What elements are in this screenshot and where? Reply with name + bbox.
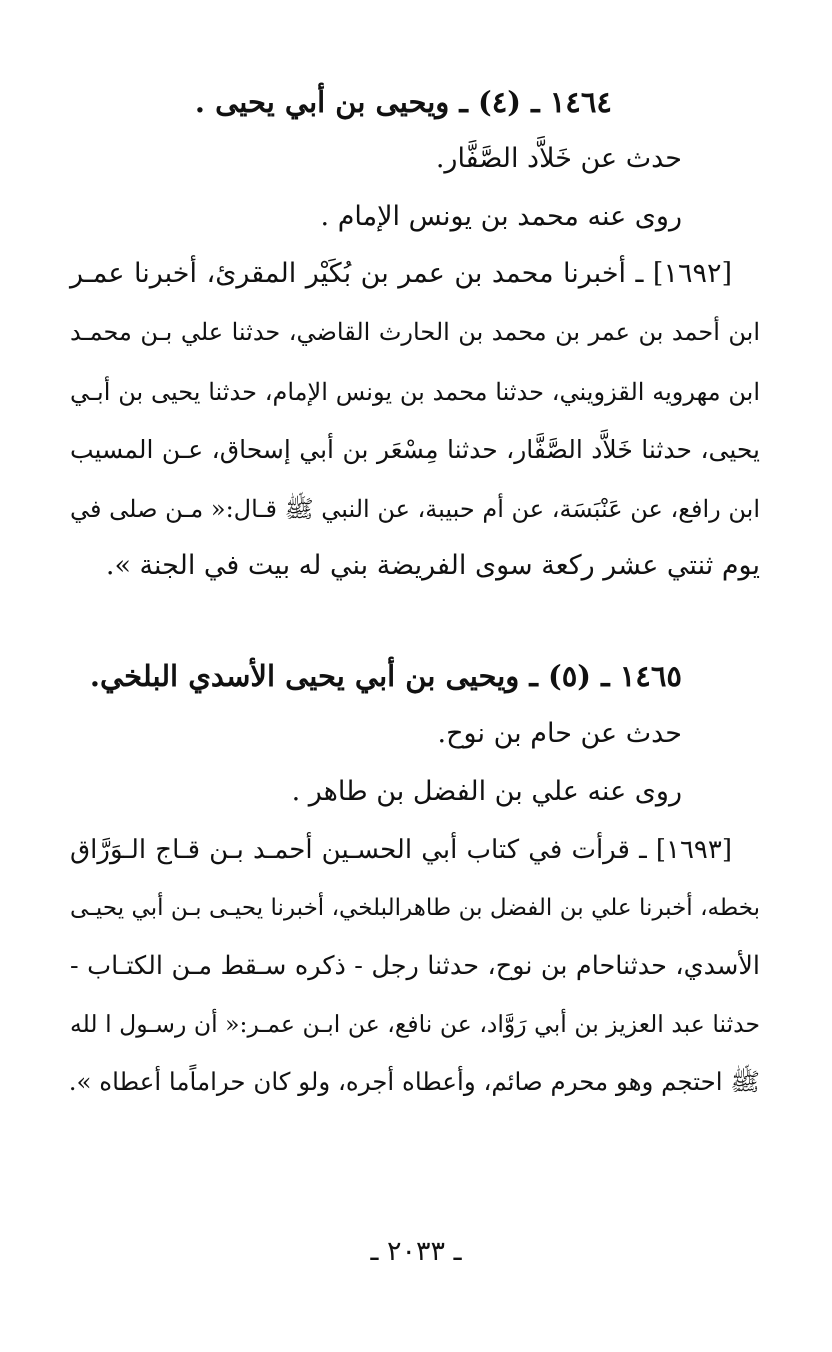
hadith-1693-line-4: حدثنا عبد العزيز بن أبي رَوَّاد، عن نافع، عن ابـن عمـر:« أن رسـول ا لله: [70, 1010, 760, 1038]
entry-1464-narrated-from: حدث عن خَلاَّد الصَّفَّار.: [435, 143, 682, 174]
entry-1464-narrated-by: روى عنه محمد بن يونس الإمام .: [320, 201, 682, 232]
hadith-1692-line-6: يوم ثنتي عشر ركعة سوى الفريضة بني له بيت في الجنة ».: [105, 550, 760, 581]
hadith-1692-line-5: ابن رافع، عن عَنْبَسَة، عن أم حبيبة، عن النبي ﷺ قـال:« مـن صلى في: [70, 495, 760, 523]
hadith-1692-line-4: يحيى، حدثنا خَلاَّد الصَّفَّار، حدثنا مِسْعَر بن أبي إسحاق، عـن المسيب: [70, 435, 760, 464]
hadith-1692-line-2: ابن أحمد بن عمر بن محمد بن الحارث القاضي، حدثنا علي بـن محمـد: [70, 318, 760, 346]
page-number: ـ ٢٠٣٣ ـ: [370, 1236, 462, 1267]
hadith-1693-line-1: [١٦٩٣] ـ قرأت في كتاب أبي الحسـين أحمـد بـن قـاج الـوَرَّاق: [70, 835, 732, 865]
hadith-1692-line-3: ابن مهرويه القزويني، حدثنا محمد بن يونس الإمام، حدثنا يحيى بن أبـي: [70, 378, 760, 406]
hadith-1693-line-2: بخطه، أخبرنا علي بن الفضل بن طاهرالبلخي، أخبرنا يحيـى بـن أبي يحيـى: [70, 895, 760, 921]
entry-heading-1464: ١٤٦٤ ـ (٤) ـ ويحيى بن أبي يحيى .: [194, 85, 612, 119]
hadith-1693-line-3: الأسدي، حدثناحام بن نوح، حدثنا رجل - ذكره سـقط مـن الكتـاب -: [70, 951, 760, 981]
hadith-1692-line-1: [١٦٩٢] ـ أخبرنا محمد بن عمر بن بُكَيْر المقرئ، أخبرنا عمـر: [70, 258, 732, 289]
hadith-1693-line-5: ﷺ احتجم وهو محرم صائم، وأعطاه أجره، ولو كان حراماًما أعطاه ».: [68, 1067, 760, 1096]
entry-heading-1465: ١٤٦٥ ـ (٥) ـ ويحيى بن أبي يحيى الأسدي البلخي.: [89, 659, 682, 693]
entry-1465-narrated-by: روى عنه علي بن الفضل بن طاهر .: [291, 776, 682, 807]
entry-1465-narrated-from: حدث عن حام بن نوح.: [437, 718, 682, 749]
